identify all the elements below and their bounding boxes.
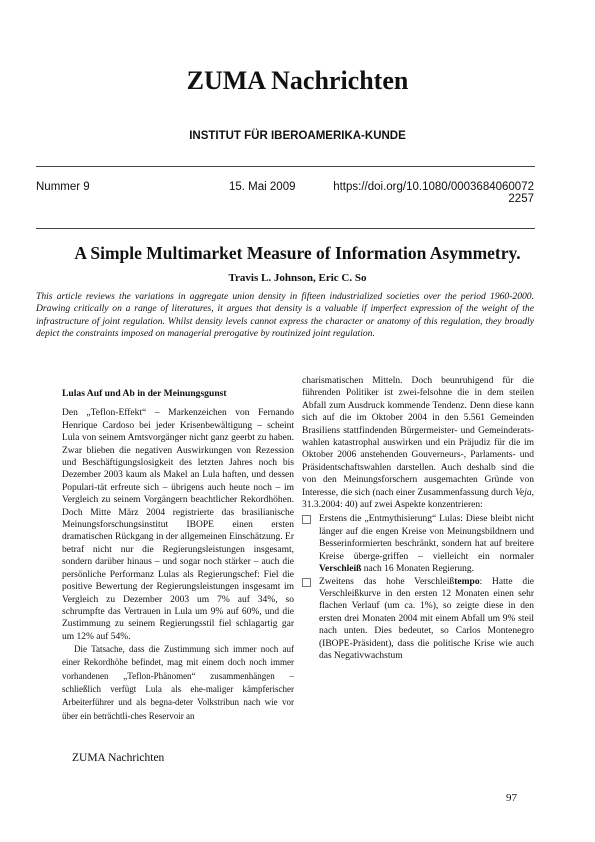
article-abstract: This article reviews the variations in aggregate union density in fifteen industrialized societies over the period 1960-2000. Drawing critically on a range of literatures, it argues that density is a valuable if imperfect expression of the weight of the infrastructure of joint regulation. Whilst density levels cannot express the character or anatomy of this regulation, they broadly depict the constraints imposed on managerial prerogative by routinized joint regulation. (36, 291, 534, 339)
page-number: 97 (506, 792, 517, 804)
doi[interactable] (318, 181, 534, 205)
right-column (302, 375, 534, 662)
doi-line-1[interactable]: https://doi.org/10.1080/0003684060072 (333, 181, 534, 193)
doi-line-2[interactable]: 2257 (508, 193, 534, 205)
bullet-2-tail: : Hatte die Verschleißkurve in den ersten 12 Monaten einen sehr flachen Verlauf (um ca. 1%), so zeigte diese in den ersten drei Monaten 2004 mit einem Abfall um 9% steil nach unten. Dies bedeutet, so Carlos Montenegro (IBOPE-Präsident), dass die politische Krise wie auch das Negativwachstum (319, 576, 534, 661)
bullet-item-2 (302, 576, 534, 663)
source-veja: Veja (515, 487, 532, 498)
bullet-item-1 (302, 513, 534, 575)
article-title: A Simple Multimarket Measure of Information Asymmetry. (74, 243, 521, 263)
right-paragraph-1-text: charismatischen Mitteln. Doch beunruhigend für die führenden Politiker ist zwei-felsohne die in dem steilen Abfall zum Ausdruck kommende Tendenz. Denn diese kann sich auf die im Oktober 2004 in den 5.561 Gemeinden Brasiliens stattfindenden Bürgermeister- und Gemeinderats-wahlen katastrophal auswirken und ein Präjudiz für die im Oktober 2006 anstehenden Gouverneurs-, Parlaments- und Präsidentschaftswahlen darstellen. Auch deshalb sind die von den Meinungsforschern ausgemachten Gründe von Interesse, die sich (nach einer Zusammenfassung durch (302, 376, 534, 498)
footer-journal-name: ZUMA Nachrichten (72, 752, 165, 764)
bullet-1-bold: Verschleiß (319, 564, 362, 575)
left-column (62, 388, 294, 723)
institute-name: INSTITUT FÜR IBEROAMERIKA-KUNDE (189, 130, 406, 142)
article-authors: Travis L. Johnson, Eric C. So (228, 272, 367, 284)
header-rule-bottom (36, 228, 535, 229)
right-paragraph-1 (302, 375, 534, 511)
right-paragraph-1-tail: , 31.3.2004: 40) auf zwei Aspekte konzentrieren: (302, 487, 534, 511)
bullet-1-text: Erstens die „Entmythisierung“ Lulas: Diese bleibt nicht länger auf die engen Kreise von Meinungsbildnern und Besserinformierten beschränkt, sondern hat auf breitere Kreise überge-griffen – vielleicht ein normaler (319, 514, 534, 562)
issue-date: 15. Mai 2009 (229, 181, 296, 193)
hollow-square-bullet-icon (302, 515, 311, 524)
left-paragraph-2: Die Tatsache, dass die Zustimmung sich immer noch auf einer Rekordhöhe befindet, mag mit einem doch noch immer vorhandenen „Teflon-Phänomen“ zusammenhängen – schließlich verfügt Lula als ehe-maliger kämpferischer Arbeiterführer und als begna-deter Volkstribun nach wie vor über ein beträchtli-ches Reservoir an (62, 644, 294, 721)
issue-number: Nummer 9 (36, 181, 90, 193)
header-rule-top (36, 166, 535, 167)
hollow-square-bullet-icon (302, 578, 311, 587)
bullet-2-text: Zweitens das hohe Verschleiß (319, 576, 455, 587)
bullet-2-bold: tempo (454, 576, 480, 587)
bullet-1-tail: nach 16 Monaten Regierung. (361, 564, 475, 575)
left-paragraph-1: Den „Teflon-Effekt“ – Markenzeichen von Fernando Henrique Cardoso bei jeder Krisenbewältigung – scheint Lula von seinem Amtsvorgänger nicht ganz geerbt zu haben. Zwar blieben die negativen Auswirkungen von Rezession und Beschäftigungslosigkeit des letzten Jahres noch bis Dezember 2003 kaum als Makel an Lula haften, und dessen Populari-tät erfreute sich – übrigens auch heute noch – im Vergleich zu seinem Vorgängern beachtlicher Rekordhöhen. Doch Mitte März 2004 registrierte das brasilianische Meinungsforschungsinstitut IBOPE einen ersten dramatischen Rückgang in der allgemeinen Einschätzung. Er betraf nicht nur die Regierungsleistungen insgesamt, sondern darüber hinaus – und sogar noch stärker – auch die persönliche Performanz Lulas als Regierungschef: Fiel die positive Bewertung der Regierungsleistungen insgesamt im Vergleich zu Dezember 2003 um 7% auf 34%, so schrumpfte das Vertrauen in Lula um 9% auf 60%, und die Zustimmung zu seinem Regierungsstil fiel schlagartig gar um 12% auf 54%. (62, 408, 294, 642)
journal-title: ZUMA Nachrichten (186, 66, 409, 95)
section-heading: Lulas Auf und Ab in der Meinungsgunst (62, 388, 227, 399)
